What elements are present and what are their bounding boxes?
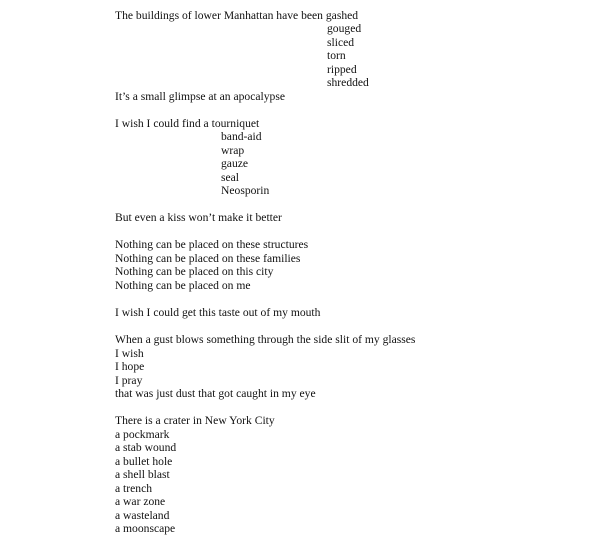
poem-line: I wish I could find a tourniquet (115, 117, 260, 130)
poem-line: Nothing can be placed on me (115, 279, 251, 292)
poem-line: a stab wound (115, 441, 177, 454)
poem-line: Nothing can be placed on these families (115, 252, 301, 265)
poem-word: shredded (327, 76, 369, 89)
poem-line: The buildings of lower Manhattan have been gashed (115, 9, 359, 22)
poem-line: a war zone (115, 495, 166, 508)
poem-line: a moonscape (115, 522, 176, 535)
poem-word: Neosporin (221, 184, 270, 197)
poem-line: a bullet hole (115, 455, 173, 468)
poem-line: a trench (115, 482, 153, 495)
poem-word: gauze (221, 157, 249, 170)
poem-line: I pray (115, 374, 143, 387)
poem-line: When a gust blows something through the side slit of my glasses (115, 333, 416, 346)
poem-line: Nothing can be placed on these structures (115, 238, 309, 251)
poem-word: wrap (221, 144, 245, 157)
poem-word: sliced (327, 36, 355, 49)
poem-line: I wish (115, 347, 144, 360)
poem-line: that was just dust that got caught in my eye (115, 387, 316, 400)
poem-line: I wish I could get this taste out of my mouth (115, 306, 321, 319)
poem-line: Nothing can be placed on this city (115, 265, 274, 278)
poem-word: ripped (327, 63, 357, 76)
poem-line: It’s a small glimpse at an apocalypse (115, 90, 285, 103)
poem-line: But even a kiss won’t make it better (115, 211, 282, 224)
poem-line: There is a crater in New York City (115, 414, 275, 427)
poem-word: band-aid (221, 130, 262, 143)
poem-line: I hope (115, 360, 145, 373)
poem-word: gouged (327, 22, 362, 35)
poem-word: torn (327, 49, 346, 62)
poem-line: a wasteland (115, 509, 170, 522)
poem-line: a pockmark (115, 428, 170, 441)
poem-line: a shell blast (115, 468, 170, 481)
poem-word: seal (221, 171, 240, 184)
